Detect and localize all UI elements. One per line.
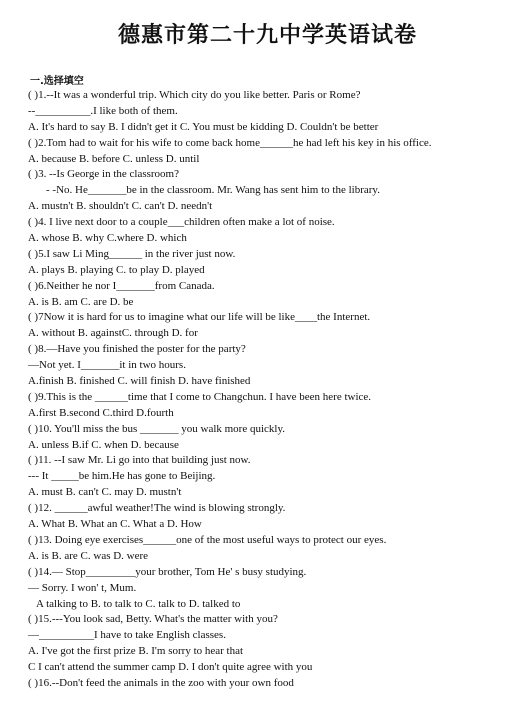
- question-line: ( )6.Neither he nor I_______from Canada.: [28, 279, 215, 292]
- answer-options: A. mustn't B. shouldn't C. can't D. needn't: [28, 200, 213, 213]
- section-heading: 一.选择填空: [30, 76, 84, 87]
- question-line: ( )7Now it is hard for us to imagine what our life will be like____the Internet.: [28, 311, 371, 324]
- question-line: ( )10. You'll miss the bus _______ you walk more quickly.: [28, 422, 286, 435]
- question-line: ( )13. Doing eye exercises______one of the most useful ways to protect our eyes.: [28, 533, 387, 546]
- question-list: [28, 88, 512, 692]
- question-line: - -No. He_______be in the classroom. Mr. Wang has sent him to the library.: [46, 184, 380, 197]
- question-line: ( )11. --I saw Mr. Li go into that building just now.: [28, 454, 251, 467]
- question-line: — Sorry. I won' t, Mum.: [28, 581, 137, 594]
- question-line: --__________.I like both of them.: [28, 104, 178, 117]
- answer-options: A. because B. before C. unless D. until: [28, 152, 200, 165]
- answer-options: A. I've got the first prize B. I'm sorry to hear that: [28, 645, 244, 658]
- answer-options: C I can't attend the summer camp D. I don't quite agree with you: [28, 661, 313, 674]
- answer-options: A talking to B. to talk to C. talk to D. talked to: [36, 597, 241, 610]
- question-line: ( )4. I live next door to a couple___children often make a lot of noise.: [28, 216, 335, 229]
- answer-options: A. whose B. why C.where D. which: [28, 232, 187, 245]
- exam-title: 德惠市第二十九中学英语试卷: [118, 22, 418, 48]
- question-line: ( )9.This is the ______time that I come to Changchun. I have been here twice.: [28, 390, 372, 403]
- question-line: —Not yet. I_______it in two hours.: [28, 359, 186, 372]
- answer-options: A. What B. What an C. What a D. How: [28, 518, 202, 531]
- answer-options: A. unless B.if C. when D. because: [28, 438, 179, 451]
- answer-options: A. without B. againstC. through D. for: [28, 327, 198, 340]
- question-line: ( )1.--It was a wonderful trip. Which city do you like better. Paris or Rome?: [28, 89, 361, 101]
- question-line: ( )12. ______awful weather!The wind is blowing strongly.: [28, 502, 286, 515]
- question-line: ( )3. --Is George in the classroom?: [28, 168, 179, 181]
- answer-options: A. is B. am C. are D. be: [28, 295, 134, 308]
- answer-options: A. is B. are C. was D. were: [28, 549, 149, 562]
- question-line: ( )5.I saw Li Ming______ in the river just now.: [28, 247, 236, 260]
- answer-options: A.finish B. finished C. will finish D. have finished: [28, 375, 251, 388]
- answer-options: A. must B. can't C. may D. mustn't: [28, 486, 182, 499]
- question-line: ( )2.Tom had to wait for his wife to come back home______he had left his key in his office.: [28, 136, 432, 149]
- question-line: ( )14.— Stop_________your brother, Tom He' s busy studying.: [28, 565, 307, 578]
- question-line: ( )8.—Have you finished the poster for the party?: [28, 343, 246, 356]
- answer-options: A. plays B. playing C. to play D. played: [28, 263, 205, 276]
- question-line: —__________I have to take English classes.: [28, 629, 226, 642]
- answer-options: A.first B.second C.third D.fourth: [28, 406, 174, 419]
- question-line: --- It _____be him.He has gone to Beijing.: [28, 470, 216, 483]
- question-line: ( )16.--Don't feed the animals in the zoo with your own food: [28, 676, 294, 689]
- question-line: ( )15.---You look sad, Betty. What's the matter with you?: [28, 613, 278, 626]
- answer-options: A. It's hard to say B. I didn't get it C. You must be kidding D. Couldn't be better: [28, 120, 379, 133]
